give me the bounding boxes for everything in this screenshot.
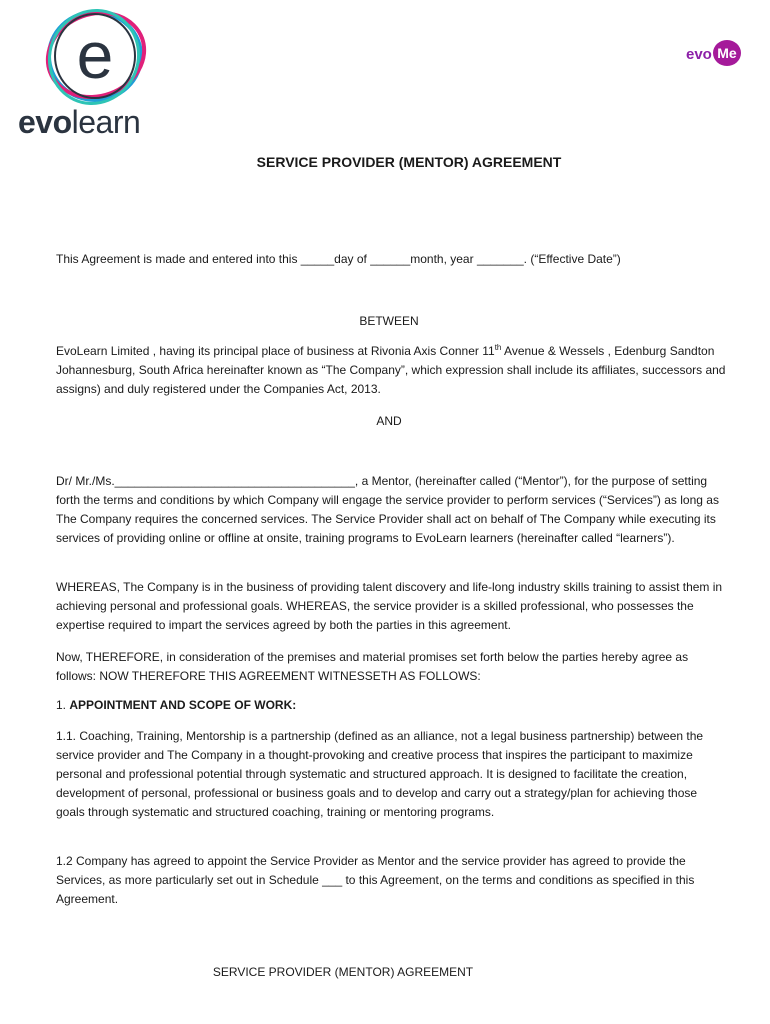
evome-me-badge: Me	[713, 40, 741, 66]
mentor-paragraph: Dr/ Mr./Ms.____________________________________, a Mentor, (hereinafter called (“Mentor”), for the purpose of setting forth the terms and conditions by which Company will engage the service provider to perform services (“Services”) as long as The Company requires the concerned services. The Service Provider shall act on behalf of The Company while executing its services of providing online or offline at onsite, training programs to EvoLearn learners (hereinafter called “learners”).	[56, 474, 719, 545]
between-heading: BETWEEN	[359, 314, 419, 328]
evolearn-wordmark	[18, 106, 140, 138]
page-footer: SERVICE PROVIDER (MENTOR) AGREEMENT	[212, 965, 474, 979]
and-heading: AND	[376, 414, 402, 428]
section-1-heading	[56, 696, 726, 715]
section-1-number: 1.	[56, 698, 70, 712]
clause-1-2: 1.2 Company has agreed to appoint the Service Provider as Mentor and the service provider has agreed to provide the Services, as more particularly set out in Schedule ___ to this Agreement, on the terms and conditions as specified in this Agreement.	[56, 854, 695, 906]
section-1-title: APPOINTMENT AND SCOPE OF WORK:	[69, 698, 297, 712]
whereas-paragraph: WHEREAS, The Company is in the business of providing talent discovery and life-long industry skills training to assist them in achieving personal and professional goals. WHEREAS, the service provider is a skilled professional, who possesses the expertise required to impart the services agreed by both the parties in this agreement.	[56, 580, 723, 632]
svg-text:e: e	[76, 18, 114, 92]
company-text-b: Avenue & Wessels , Edenburg Sandton Johannesburg, South Africa hereinafter known as “The Company”, which expression shall include its affiliates, successors and assigns) and duly registered under the Companies Act, 2013.	[56, 344, 726, 396]
wordmark-bold: evo	[18, 104, 72, 140]
clause-1-1: 1.1. Coaching, Training, Mentorship is a partnership (defined as an alliance, not a legal business partnership) between the service provider and The Company in a thought-provoking and creative process that inspires the participant to maximize personal and professional potential through systematic and structured approach. It is designed to facilitate the creation, development of personal, professional or business goals and to develop and carry out a strategy/plan for achieving those goals through systematic and structured coaching, training or mentoring programs.	[56, 729, 704, 819]
company-text-a: EvoLearn Limited , having its principal place of business at Rivonia Axis Conner 11	[56, 344, 495, 358]
document-title: SERVICE PROVIDER (MENTOR) AGREEMENT	[256, 154, 562, 170]
evolearn-e-icon	[40, 6, 150, 106]
now-paragraph: Now, THEREFORE, in consideration of the premises and material promises set forth below the parties hereby agree as follows: NOW THEREFORE THIS AGREEMENT WITNESSETH AS FOLLOWS:	[56, 650, 689, 683]
company-paragraph	[56, 342, 726, 399]
evome-logo	[686, 40, 746, 70]
evome-evo-text: evo	[686, 46, 712, 63]
company-sup: th	[494, 343, 502, 352]
evolearn-logo	[18, 6, 178, 140]
wordmark-light: learn	[71, 104, 141, 140]
intro-paragraph: This Agreement is made and entered into this _____day of ______month, year _______. (“Effective Date”)	[56, 252, 621, 266]
